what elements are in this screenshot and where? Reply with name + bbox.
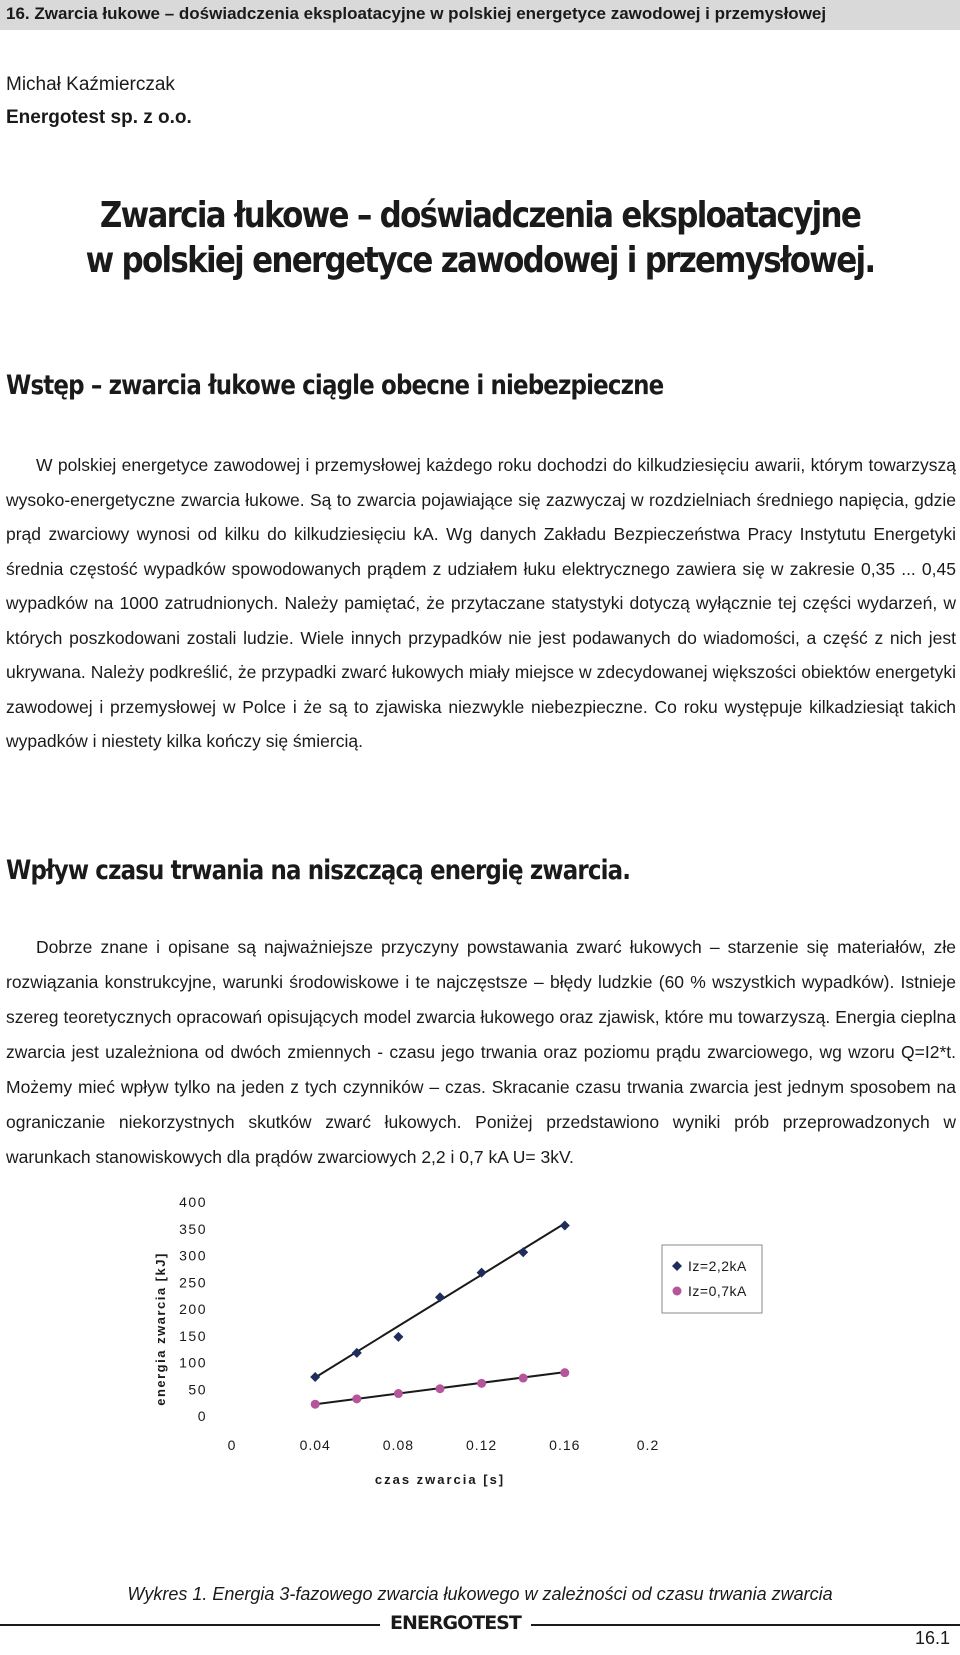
x-tick-label: 0.2: [636, 1437, 660, 1453]
y-tick-label: 300: [179, 1247, 207, 1264]
data-point-diamond: [435, 1292, 445, 1302]
data-point-diamond: [393, 1332, 403, 1342]
data-point-circle: [519, 1374, 528, 1383]
x-axis-label: czas zwarcia [s]: [374, 1472, 506, 1487]
legend-label: Iz=2,2kA: [688, 1258, 747, 1274]
y-tick-label: 0: [197, 1408, 207, 1424]
data-point-circle: [560, 1368, 569, 1377]
running-header: [0, 0, 960, 30]
x-tick-label: 0.16: [549, 1437, 581, 1453]
paper-title-line-1: Zwarcia łukowe – doświadczenia eksploatacyjne: [99, 195, 861, 236]
data-point-circle: [352, 1394, 361, 1403]
y-tick-label: 150: [179, 1327, 207, 1344]
section-body-duration: Dobrze znane i opisane są najważniejsze przyczyny powstawania zwarć łukowych – starzenie się materiałów, złe rozwiązania konstrukcyjne, warunki środowiskowe i te najczęstsze – błędy ludzkie (60 % wszystkich wypadków). Istnieje szereg teoretycznych opracowań opisujących model zwarcia łukowego oraz zjawisk, które mu towarzyszą. Energia cieplna zwarcia jest uzależniona od dwóch zmiennych - czasu jego trwania oraz poziomu prądu zwarciowego, wg wzoru Q=I2*t. Możemy mieć wpływ tylko na jeden z tych czynników – czas. Skracanie czasu trwania zwarcia jest jednym sposobem na ograniczanie niekorzystnych skutków zwarć łukowych. Poniżej przedstawiono wyniki prób przeprowadzonych w warunkach stanowiskowych dla prądów zwarciowych 2,2 i 0,7 kA U= 3kV.: [6, 937, 956, 1167]
data-point-diamond: [560, 1221, 570, 1231]
y-tick-label: 250: [179, 1274, 207, 1291]
section-body-intro: W polskiej energetyce zawodowej i przemysłowej każdego roku dochodzi do kilkudziesięciu awarii, którym towarzyszą wysoko-energetyczne zwarcia łukowe. Są to zwarcia pojawiające się zazwyczaj w rozdzielniach średniego napięcia, gdzie prąd zwarciowy wynosi od kilku do kilkudziesięciu kA. Wg danych Zakładu Bezpieczeństwa Pracy Instytutu Energetyki średnia częstość wypadków spowodowanych prądem z udziałem łuku elektrycznego zawiera się w zakresie 0,35 ... 0,45 wypadków na 1000 zatrudnionych. Należy pamiętać, że przytaczane statystyki dotyczą wyłącznie tej części wydarzeń, w których poszkodowani zostali ludzie. Wiele innych przypadków nie jest podawanych do wiadomości, a część z nich jest ukrywana. Należy podkreślić, że przypadki zwarć łukowych miały miejsce w zdecydowanej większości obiektów energetyki zawodowej i przemysłowej w Polce i że są to zjawiska niezwykle niebezpieczne. Co roku występuje kilkadziesiąt takich wypadków i niestety kilka kończy się śmiercią.: [6, 455, 956, 751]
data-point-circle: [394, 1389, 403, 1398]
x-tick-label: 0.04: [299, 1437, 331, 1453]
x-tick-label: 0: [227, 1437, 237, 1453]
section-heading-intro: Wstęp – zwarcia łukowe ciągle obecne i niebezpieczne: [6, 370, 664, 401]
author-name: Michał Kaźmierczak: [6, 74, 175, 95]
legend-label: Iz=0,7kA: [688, 1283, 747, 1299]
y-axis-label: energia zwarcia [kJ]: [153, 1252, 168, 1406]
data-point-circle: [477, 1379, 486, 1388]
data-point-diamond: [518, 1247, 528, 1257]
paper-title-line-2: w polskiej energetyce zawodowej i przemysłowej.: [85, 240, 875, 281]
page-number: 16.1: [914, 1628, 950, 1648]
legend-marker-circle: [673, 1287, 682, 1296]
data-point-circle: [311, 1400, 320, 1409]
author-company: Energotest sp. z o.o.: [6, 107, 192, 128]
y-tick-label: 50: [188, 1381, 207, 1398]
y-tick-label: 100: [179, 1354, 207, 1371]
x-tick-label: 0.08: [382, 1437, 415, 1453]
figure-caption: Wykres 1. Energia 3-fazowego zwarcia łukowego w zależności od czasu trwania zwarcia: [127, 1584, 833, 1604]
data-point-circle: [436, 1384, 445, 1393]
y-tick-label: 200: [179, 1301, 207, 1317]
y-tick-label: 350: [179, 1220, 207, 1237]
y-tick-label: 400: [179, 1194, 207, 1210]
section-heading-duration: Wpływ czasu trwania na niszczącą energię zwarcia.: [6, 855, 631, 886]
x-tick-label: 0.12: [465, 1437, 498, 1453]
footer-logo: ENERGOTEST: [380, 1612, 531, 1634]
data-point-diamond: [310, 1372, 320, 1382]
legend-box: [662, 1245, 762, 1313]
energy-vs-time-chart: [0, 1190, 960, 1580]
running-header-title: 16. Zwarcia łukowe – doświadczenia eksploatacyjne w polskiej energetyce zawodowej i przemysłowej: [6, 4, 827, 23]
